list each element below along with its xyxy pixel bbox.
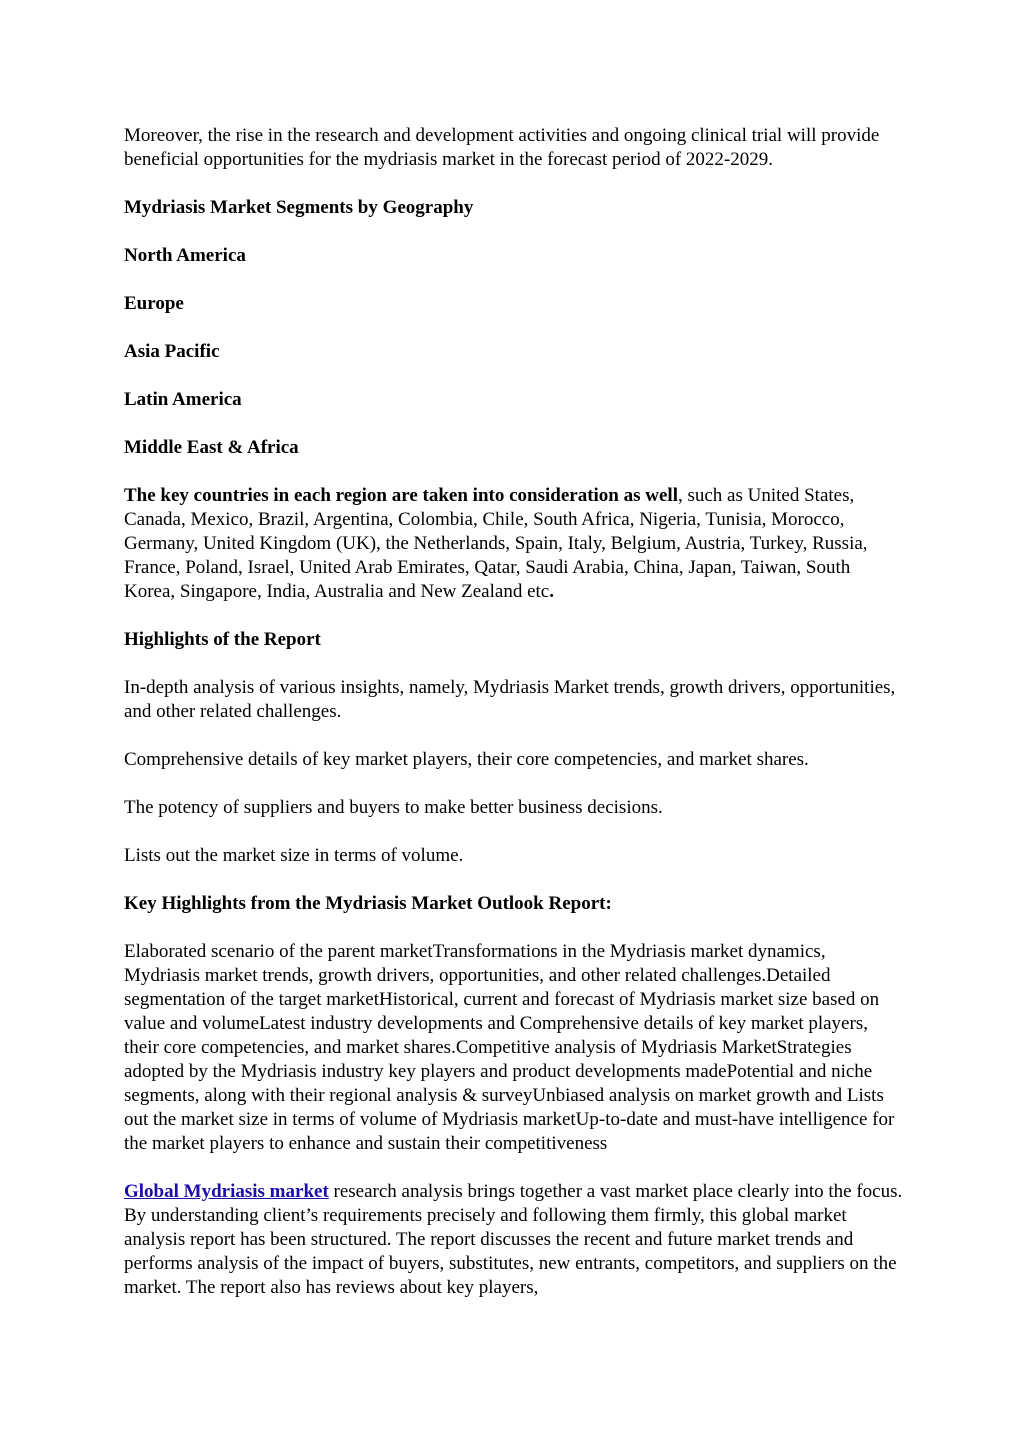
document-page <box>124 124 904 1324</box>
highlight-item: Comprehensive details of key market players, their core competencies, and market shares. <box>124 749 809 770</box>
key-highlights-heading: Key Highlights from the Mydriasis Market Outlook Report: <box>124 893 612 914</box>
highlight-item: In-depth analysis of various insights, namely, Mydriasis Market trends, growth drivers, opportunities, and other related challenges. <box>124 677 896 722</box>
region-asia-pacific: Asia Pacific <box>124 341 220 362</box>
intro-paragraph: Moreover, the rise in the research and development activities and ongoing clinical trial will provide beneficial opportunities for the mydriasis market in the forecast period of 2022-2029. <box>124 125 880 170</box>
region-latin-america: Latin America <box>124 389 242 410</box>
region-middle-east-africa: Middle East & Africa <box>124 437 299 458</box>
highlight-item: The potency of suppliers and buyers to make better business decisions. <box>124 797 663 818</box>
key-countries-paragraph <box>124 484 904 604</box>
global-market-text: research analysis brings together a vast market place clearly into the focus. By understanding client’s requirements precisely and following them firmly, this global market analysis report has been structured. The report discusses the recent and future market trends and performs analysis of the impact of buyers, substitutes, new entrants, competitors, and suppliers on the market. The report also has reviews about key players, <box>124 1181 903 1298</box>
key-highlights-paragraph: Elaborated scenario of the parent marketTransformations in the Mydriasis market dynamics, Mydriasis market trends, growth drivers, opportunities, and other related challenges.Detailed segmentation of the target marketHistorical, current and forecast of Mydriasis market size based on value and volumeLatest industry developments and Comprehensive details of key market players, their core competencies, and market shares.Competitive analysis of Mydriasis MarketStrategies adopted by the Mydriasis industry key players and product developments madePotential and niche segments, along with their regional analysis & surveyUnbiased analysis on market growth and Lists out the market size in terms of volume of Mydriasis marketUp-to-date and must-have intelligence for the market players to enhance and sustain their competitiveness <box>124 941 895 1154</box>
global-mydriasis-market-link[interactable]: Global Mydriasis market <box>124 1181 329 1202</box>
region-europe: Europe <box>124 293 184 314</box>
global-market-paragraph <box>124 1180 904 1300</box>
key-countries-lead: The key countries in each region are taken into consideration as well <box>124 485 678 506</box>
geography-heading: Mydriasis Market Segments by Geography <box>124 197 474 218</box>
highlight-item: Lists out the market size in terms of volume. <box>124 845 464 866</box>
region-north-america: North America <box>124 245 246 266</box>
highlights-heading: Highlights of the Report <box>124 629 321 650</box>
key-countries-list: , such as United States, Canada, Mexico, Brazil, Argentina, Colombia, Chile, South Africa, Nigeria, Tunisia, Morocco, Germany, United Kingdom (UK), the Netherlands, Spain, Italy, Belgium, Austria, Turkey, Russia, France, Poland, Israel, United Arab Emirates, Qatar, Saudi Arabia, China, Japan, Taiwan, South Korea, Singapore, India, Australia and New Zealand etc <box>124 485 868 602</box>
key-countries-period: . <box>549 581 554 602</box>
